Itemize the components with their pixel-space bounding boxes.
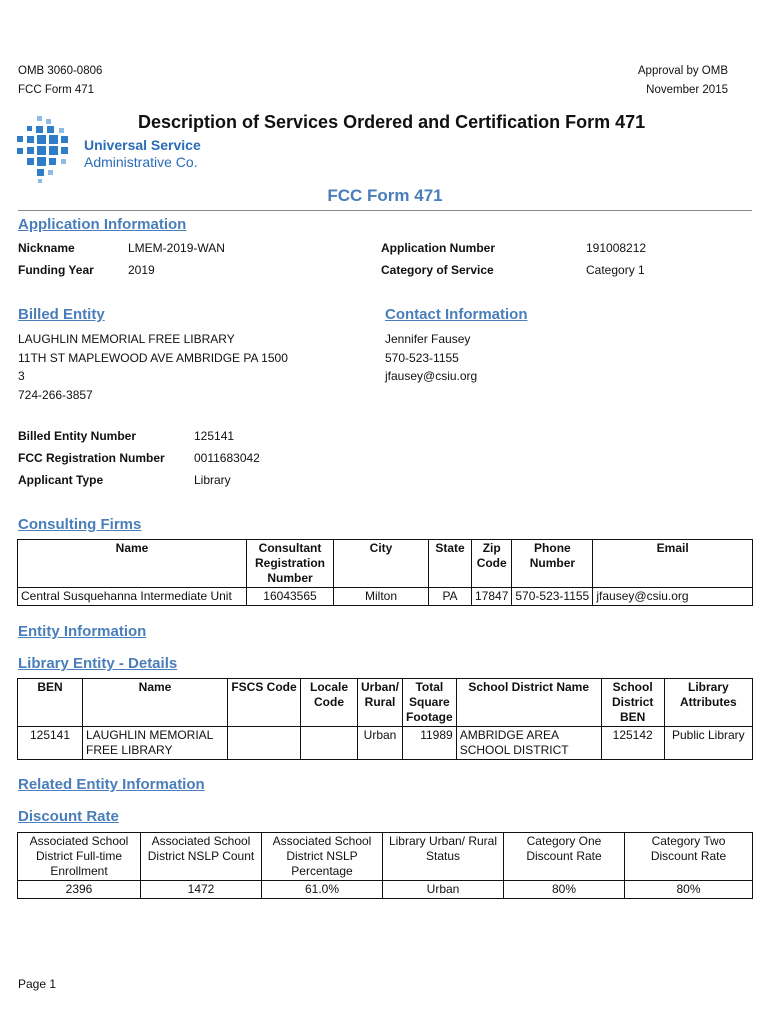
cell-ben: 125141 bbox=[18, 727, 83, 760]
related-entity-heading: Related Entity Information bbox=[18, 776, 205, 793]
col-enrollment: Associated School District Full-time Enrollment bbox=[18, 833, 141, 881]
col-zip: Zip Code bbox=[472, 540, 512, 588]
cell-state: PA bbox=[429, 588, 472, 606]
cell-name: LAUGHLIN MEMORIAL FREE LIBRARY bbox=[83, 727, 228, 760]
contact-email: jfausey@csiu.org bbox=[385, 369, 478, 383]
col-state: State bbox=[429, 540, 472, 588]
logo-text-line1: Universal Service bbox=[84, 137, 201, 153]
application-number-label: Application Number bbox=[381, 241, 496, 255]
col-urban-rural: Urban/ Rural bbox=[358, 679, 403, 727]
category-value: Category 1 bbox=[586, 263, 645, 277]
table-row bbox=[18, 588, 753, 606]
col-urban-rural-status: Library Urban/ Rural Status bbox=[383, 833, 504, 881]
col-consultant-registration: Consultant Registration Number bbox=[247, 540, 334, 588]
col-total-square-footage: Total Square Footage bbox=[403, 679, 457, 727]
form-heading: FCC Form 471 bbox=[327, 186, 443, 205]
cell-category-one-rate: 80% bbox=[504, 881, 625, 899]
cell-email: jfausey@csiu.org bbox=[593, 588, 753, 606]
col-name: Name bbox=[18, 540, 247, 588]
header-left bbox=[18, 62, 102, 100]
cell-library-attributes: Public Library bbox=[664, 727, 752, 760]
col-fscs-code: FSCS Code bbox=[228, 679, 301, 727]
table-header-row bbox=[18, 833, 753, 881]
col-nslp-count: Associated School District NSLP Count bbox=[141, 833, 262, 881]
consulting-firms-heading: Consulting Firms bbox=[18, 516, 142, 533]
consulting-firms-table bbox=[17, 539, 753, 606]
table-row bbox=[18, 727, 753, 760]
cell-square-footage: 11989 bbox=[403, 727, 457, 760]
cell-fscs-code bbox=[228, 727, 301, 760]
applicant-type-value: Library bbox=[194, 473, 231, 487]
cell-registration: 16043565 bbox=[247, 588, 334, 606]
cell-zip: 17847 bbox=[472, 588, 512, 606]
ben-label: Billed Entity Number bbox=[18, 429, 137, 443]
cell-urban-rural: Urban bbox=[358, 727, 403, 760]
divider bbox=[18, 210, 752, 211]
cell-urban-rural-status: Urban bbox=[383, 881, 504, 899]
header-right bbox=[638, 62, 728, 100]
billed-entity-address-line1: 11TH ST MAPLEWOOD AVE AMBRIDGE PA 1500 bbox=[18, 350, 288, 365]
cell-city: Milton bbox=[334, 588, 429, 606]
ben-value: 125141 bbox=[194, 429, 235, 443]
discount-rate-table bbox=[17, 832, 753, 899]
billed-entity-phone: 724-266-3857 bbox=[18, 387, 93, 402]
usac-logo-icon bbox=[15, 116, 85, 184]
col-school-district-ben: School District BEN bbox=[601, 679, 664, 727]
entity-info-heading: Entity Information bbox=[18, 623, 147, 640]
fcc-registration-value: 0011683042 bbox=[194, 451, 260, 465]
col-name: Name bbox=[83, 679, 228, 727]
funding-year-value: 2019 bbox=[128, 263, 155, 277]
fcc-registration-label: FCC Registration Number bbox=[18, 451, 165, 465]
discount-rate-heading: Discount Rate bbox=[18, 808, 119, 825]
cell-locale-code bbox=[301, 727, 358, 760]
col-category-two-rate: Category Two Discount Rate bbox=[625, 833, 753, 881]
col-city: City bbox=[334, 540, 429, 588]
billed-entity-address bbox=[18, 330, 288, 404]
cell-school-district-ben: 125142 bbox=[601, 727, 664, 760]
cell-nslp-percentage: 61.0% bbox=[262, 881, 383, 899]
col-locale-code: Locale Code bbox=[301, 679, 358, 727]
nickname-label: Nickname bbox=[18, 241, 75, 255]
contact-phone: 570-523-1155 bbox=[385, 350, 459, 365]
billed-entity-heading: Billed Entity bbox=[18, 306, 105, 323]
contact-name: Jennifer Fausey bbox=[385, 332, 471, 346]
library-entity-table bbox=[17, 678, 753, 760]
table-header-row bbox=[18, 540, 753, 588]
col-school-district-name: School District Name bbox=[456, 679, 601, 727]
billed-entity-name: LAUGHLIN MEMORIAL FREE LIBRARY bbox=[18, 332, 235, 346]
cell-nslp-count: 1472 bbox=[141, 881, 262, 899]
form-number: FCC Form 471 bbox=[18, 84, 95, 96]
col-nslp-percentage: Associated School District NSLP Percentage bbox=[262, 833, 383, 881]
table-row bbox=[18, 881, 753, 899]
contact-info bbox=[385, 330, 477, 386]
col-email: Email bbox=[593, 540, 753, 588]
application-number-value: 191008212 bbox=[586, 241, 647, 255]
col-phone: Phone Number bbox=[512, 540, 593, 588]
logo-text-line2: Administrative Co. bbox=[84, 154, 198, 170]
approval-label: Approval by OMB bbox=[637, 65, 728, 77]
cell-school-district-name: AMBRIDGE AREA SCHOOL DISTRICT bbox=[456, 727, 601, 760]
category-label: Category of Service bbox=[381, 263, 494, 277]
applicant-type-label: Applicant Type bbox=[18, 473, 104, 487]
cell-enrollment: 2396 bbox=[18, 881, 141, 899]
cell-phone: 570-523-1155 bbox=[512, 588, 593, 606]
library-details-heading: Library Entity - Details bbox=[18, 655, 178, 672]
approval-date: November 2015 bbox=[646, 84, 728, 96]
funding-year-label: Funding Year bbox=[18, 263, 94, 277]
page-number: Page 1 bbox=[18, 977, 57, 991]
col-category-one-rate: Category One Discount Rate bbox=[504, 833, 625, 881]
omb-number: OMB 3060-0806 bbox=[18, 65, 103, 77]
cell-category-two-rate: 80% bbox=[625, 881, 753, 899]
cell-name: Central Susquehanna Intermediate Unit bbox=[18, 588, 247, 606]
nickname-value: LMEM-2019-WAN bbox=[128, 241, 225, 255]
application-info-heading: Application Information bbox=[18, 216, 187, 233]
table-header-row bbox=[18, 679, 753, 727]
col-ben: BEN bbox=[18, 679, 83, 727]
page-title: Description of Services Ordered and Certification Form 471 bbox=[138, 112, 646, 132]
contact-info-heading: Contact Information bbox=[385, 306, 528, 323]
col-library-attributes: Library Attributes bbox=[664, 679, 752, 727]
billed-entity-address-line2: 3 bbox=[18, 369, 25, 383]
